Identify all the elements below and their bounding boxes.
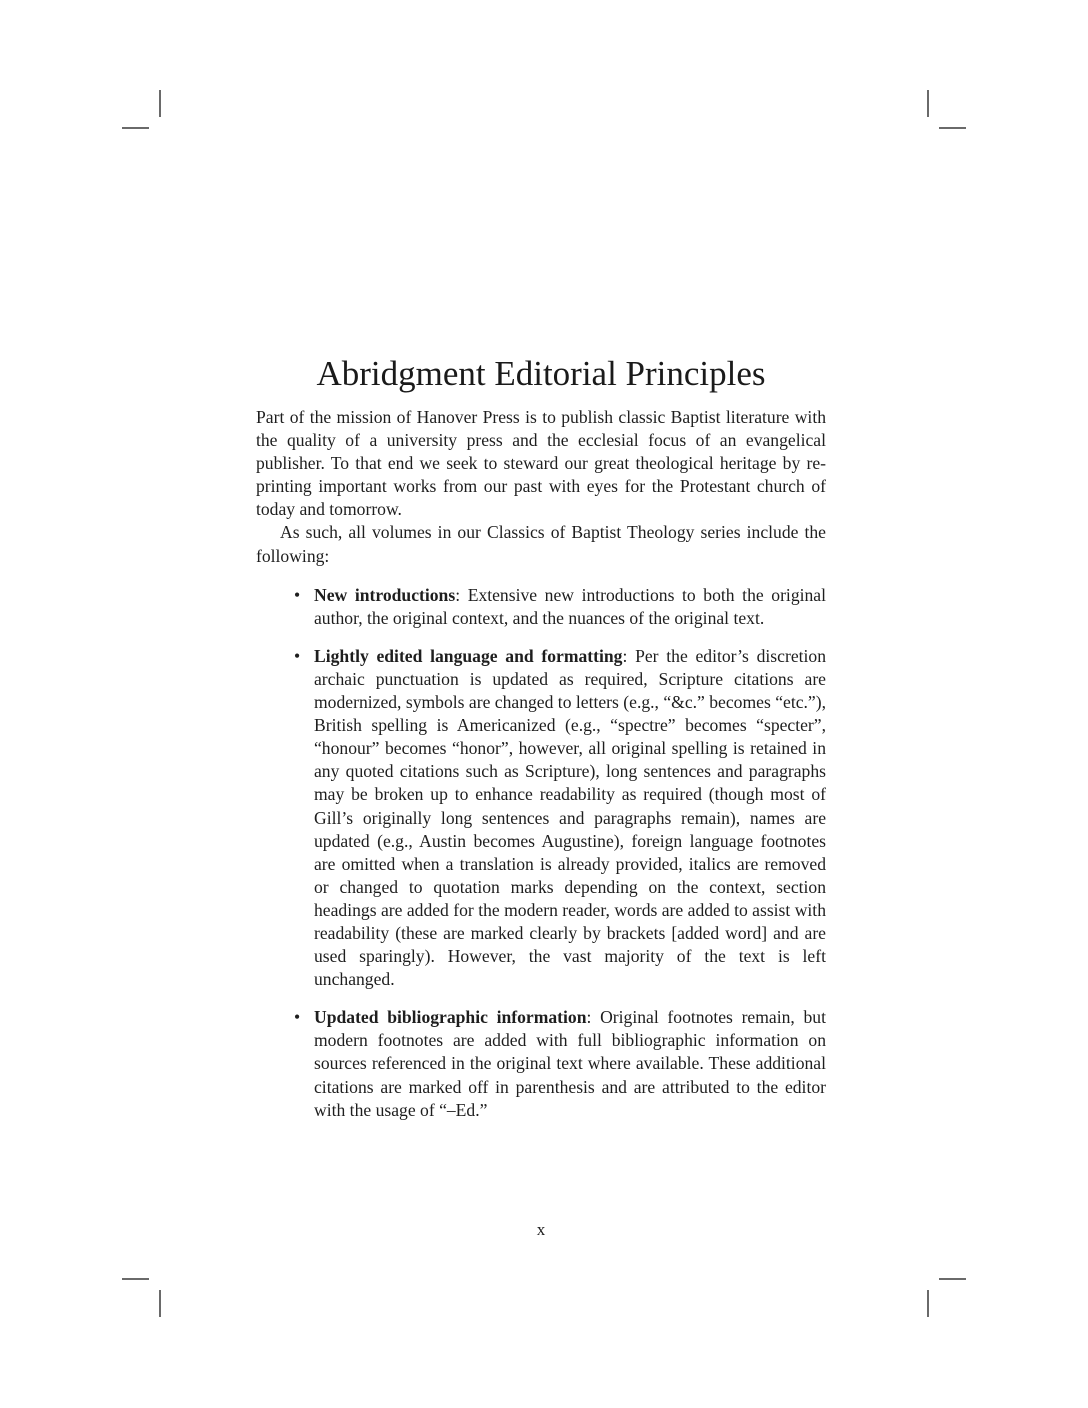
principle-separator: : [455,584,461,605]
list-item [294,1006,826,1121]
principle-text: Original footnotes remain, but modern footnotes are added with full bibliographic information on sources referenced in the original text where available. These additional citations are marked off in parenthesis and are attributed to the editor with the usage of “–Ed.” [314,1007,826,1120]
page-title: Abridgment Editorial Principles [316,354,766,393]
intro-paragraph: Part of the mission of Hanover Press is to publish classic Baptist literature with the quality of a university press and the ecclesial focus of an evangelical publisher. To that end we seek to steward our great theological heritage by re-printing important works from our past with eyes for the Protestant church of today and tomorrow. [256,407,826,520]
list-item [294,645,826,991]
crop-mark-bottom-left-vertical [159,1290,161,1317]
crop-mark-top-left-vertical [159,90,161,117]
principle-heading: New introductions [314,584,456,605]
list-item [294,584,826,630]
principle-separator: : [586,1007,592,1028]
crop-mark-top-right-horizontal [939,127,966,129]
series-paragraph: As such, all volumes in our Classics of Baptist Theology series include the following: [256,522,826,566]
principle-text: Extensive new introductions to both the original author, the original context, and the nuances of the original text. [314,584,826,628]
bullet-icon: • [294,584,301,605]
principle-heading: Updated bibliographic information [314,1007,587,1028]
crop-mark-top-left-horizontal [122,127,149,129]
body-text [256,406,826,1137]
principle-text: Per the editor’s discretion archaic punctuation is updated as required, Scripture citations are modernized, symbols are changed to letters (e.g., “&c.” becomes “etc.”), British spelling is Americanized (e.g., “spectre” becomes “specter”, “honour” becomes “honor”, however, all original spelling is retained in any quoted citations such as Scripture), long sentences and paragraphs may be broken up to enhance readability as required (though most of Gill’s originally long sentences and paragraphs remain), names are updated (e.g., Austin becomes Augustine), foreign language footnotes are omitted when a translation is already provided, italics are removed or changed to quotation marks depending on the context, section headings are added for the modern reader, words are added to assist with readability (these are marked clearly by brackets [added word] and are used sparingly). However, the vast majority of the text is left unchanged. [314,645,826,990]
crop-mark-bottom-right-horizontal [939,1278,966,1280]
page-number: x [536,1220,546,1239]
bullet-icon: • [294,645,301,666]
principle-heading: Lightly edited language and formatting [314,645,623,666]
crop-mark-bottom-right-vertical [927,1290,929,1317]
crop-mark-bottom-left-horizontal [122,1278,149,1280]
principles-list [256,584,826,1122]
crop-mark-top-right-vertical [927,90,929,117]
principle-separator: : [622,645,628,666]
bullet-icon: • [294,1007,301,1028]
